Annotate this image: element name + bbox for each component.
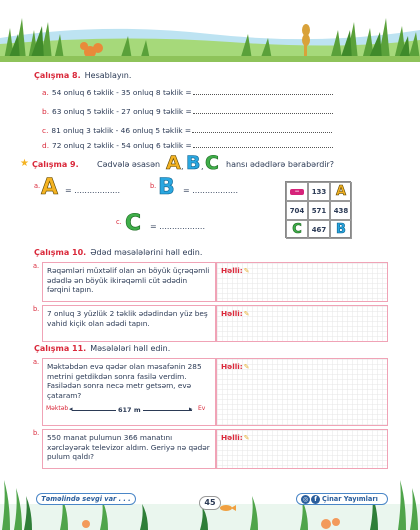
arrow-left-icon: ◂ [69, 405, 73, 413]
letter-c-icon: C [125, 211, 142, 236]
task8-title [34, 71, 131, 80]
task10-problem-a [42, 262, 216, 302]
task11-problem-b [42, 429, 216, 469]
distance-start-label: Məktəb [46, 405, 69, 412]
item-text: 81 onluq 3 təklik - 46 onluq 5 təklik = [51, 126, 192, 135]
instagram-icon: ◎ [302, 496, 309, 503]
pencil-icon: ✎ [243, 434, 250, 442]
solution-label [221, 266, 250, 275]
publisher-name: Çinar Yayımları [322, 495, 378, 503]
item-letter: c. [42, 126, 49, 135]
problem-letter: b. [33, 429, 40, 437]
task9-separator: , [181, 162, 184, 171]
grid-cell-value: 467 [308, 220, 330, 239]
task8-item-d [42, 141, 333, 150]
task10-instruction: Ədəd məsələlərini həll edin. [90, 248, 203, 257]
page-number-text: 45 [204, 498, 216, 507]
letter-a-icon: A [41, 175, 59, 200]
problem-text: 550 manat pulumun 366 manatını xərcləyərək televizor aldım. Geriyə nə qədər pulum qaldı? [47, 433, 210, 462]
task9-title [32, 160, 79, 169]
task11-number: Çalışma 11. [34, 344, 87, 353]
task10-problem-b [42, 305, 216, 342]
item-text: 72 onluq 2 təklik - 54 onluq 6 təklik = [52, 141, 192, 150]
footer-slogan-text: Təməlində sevgi var . . . [41, 495, 131, 503]
page-number [199, 496, 221, 510]
grid-cell-value: 438 [330, 201, 352, 220]
task9-answer-a[interactable]: = .................. [65, 186, 121, 195]
solution-label-text: Həlli: [221, 309, 243, 318]
task11-solution-b[interactable] [216, 429, 388, 469]
solution-label-text: Həlli: [221, 266, 243, 275]
answer-blank[interactable] [193, 108, 333, 114]
footer-publisher [296, 493, 388, 505]
letter-c-icon: C [292, 222, 302, 237]
distance-end-label: Ev [198, 405, 206, 412]
item-letter: a. [42, 88, 49, 97]
grid-cell-letter [330, 182, 352, 201]
pencil-icon: ✎ [243, 267, 250, 275]
grid-cell-value: 133 [308, 182, 330, 201]
item-letter: d. [42, 141, 50, 150]
grid-cell-letter [330, 220, 352, 239]
facebook-icon: f [311, 495, 320, 504]
answer-blank[interactable] [193, 89, 333, 95]
problem-text: Məktəbdən evə qədər olan məsafənin 285 metrini getdikdən sonra fasilə verdim. Fasilədən sonra necə metr getsəm, evə çataram? [47, 362, 202, 400]
grid-cell-value: 571 [308, 201, 330, 220]
answer-blank[interactable] [193, 142, 333, 148]
solution-label [221, 362, 250, 371]
distance-value: 617 m [118, 406, 141, 414]
pencil-icon: ✎ [243, 363, 250, 371]
task11-title [34, 344, 170, 353]
task8-instruction: Hesablayın. [84, 71, 132, 80]
task8-number: Çalışma 8. [34, 71, 81, 80]
grid-cell-value: 704 [286, 201, 308, 220]
task9-instruction-pre: Cədvələ əsasən [97, 160, 161, 169]
task8-item-a [42, 88, 333, 97]
task9-answer-c[interactable]: = .................. [150, 222, 206, 231]
problem-text: 7 onluq 3 yüzlük 2 təklik ədədindən yüz beş vahid kiçik olan ədədi tapın. [47, 309, 208, 328]
task8-item-b [42, 107, 333, 116]
pencil-icon: ✎ [243, 310, 250, 318]
item-letter: b. [42, 107, 50, 116]
problem-letter: a. [33, 358, 40, 366]
minus-icon: − [290, 189, 304, 195]
footer-slogan [36, 493, 136, 505]
solution-label [221, 309, 250, 318]
task9-label-b: b. [150, 182, 157, 190]
problem-text: Rəqəmləri müxtəlif olan ən böyük üçrəqəmli ədədlə ən böyük ikirəqəmli cüt ədədin fərqini tapın. [47, 266, 210, 295]
letter-b-icon: B [158, 175, 175, 200]
task9-instruction-post: hansı ədədlərə bərabərdir? [226, 160, 335, 169]
task9-number-grid [285, 181, 351, 238]
star-icon: ★ [20, 158, 29, 169]
solution-label [221, 433, 250, 442]
letter-b-icon: B [186, 152, 201, 174]
solution-label-text: Həlli: [221, 433, 243, 442]
item-text: 63 onluq 5 təklik - 27 onluq 9 təklik = [52, 107, 192, 116]
item-text: 54 onluq 6 təklik - 35 onluq 8 təklik = [51, 88, 192, 97]
task9-label-c: c. [116, 218, 122, 226]
grid-cell-minus [286, 182, 308, 201]
task9-answer-b[interactable]: = .................. [183, 186, 239, 195]
letter-a-icon: A [335, 184, 347, 199]
task10-solution-a[interactable] [216, 262, 388, 302]
problem-letter: b. [33, 305, 40, 313]
task9-label-a: a. [34, 182, 41, 190]
letter-a-icon: A [166, 152, 181, 174]
task10-solution-b[interactable] [216, 305, 388, 342]
solution-label-text: Həlli: [221, 362, 243, 371]
grid-cell-letter [286, 220, 308, 239]
task8-item-c [42, 126, 332, 135]
task10-title [34, 248, 202, 257]
problem-letter: a. [33, 262, 40, 270]
arrow-right-icon: ▸ [189, 405, 193, 413]
task11-solution-a[interactable] [216, 358, 388, 426]
letter-b-icon: B [336, 222, 346, 237]
task11-instruction: Məsələləri həll edin. [90, 344, 171, 353]
letter-c-icon: C [205, 152, 219, 174]
task9-number: Çalışma 9. [32, 160, 79, 169]
task9-separator: , [201, 162, 204, 171]
distance-diagram [46, 405, 214, 421]
top-grass-banner [0, 0, 420, 62]
answer-blank[interactable] [192, 127, 332, 133]
task10-number: Çalışma 10. [34, 248, 87, 257]
